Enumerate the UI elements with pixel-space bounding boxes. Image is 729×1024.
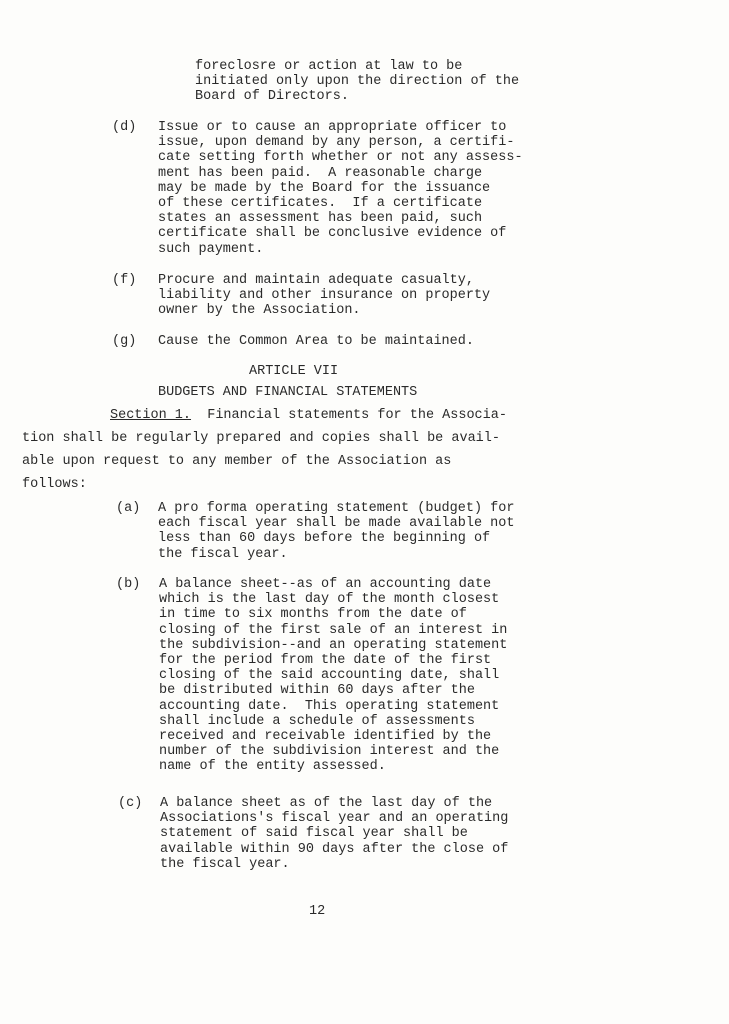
text-line: Issue or to cause an appropriate officer to: [158, 120, 507, 135]
text-line: accounting date. This operating statement: [159, 698, 500, 714]
article-heading: ARTICLE VII: [249, 364, 339, 379]
text-line: Board of Directors.: [195, 89, 349, 105]
text-line: Procure and maintain adequate casualty,: [158, 273, 474, 288]
text-line: number of the subdivision interest and the: [159, 744, 500, 760]
text-line: Financial statements for the Associa-: [191, 408, 507, 423]
text-line: certificate shall be conclusive evidence of: [158, 226, 507, 242]
item-marker-b: (b): [116, 577, 141, 592]
section-label: Section 1.: [110, 408, 192, 423]
text-line: be distributed within 60 days after the: [159, 683, 475, 699]
text-line: A pro forma operating statement (budget) for: [158, 501, 515, 516]
item-marker-c: (c): [118, 796, 143, 811]
text-line: A balance sheet--as of an accounting date: [159, 577, 492, 592]
text-line: cate setting forth whether or not any assess-: [158, 150, 523, 166]
text-line: received and receivable identified by the: [159, 729, 492, 745]
text-line: tion shall be regularly prepared and copies shall be avail-: [22, 431, 500, 446]
page-number: 12: [309, 904, 326, 919]
item-f-text: [158, 273, 490, 319]
item-marker-a: (a): [116, 501, 141, 516]
item-g-text: [158, 334, 474, 349]
text-line: able upon request to any member of the Association as: [22, 454, 452, 469]
text-line: the fiscal year.: [158, 546, 288, 562]
text-line: shall include a schedule of assessments: [159, 713, 475, 729]
text-line: Associations's fiscal year and an operating: [160, 811, 509, 827]
text-line: follows:: [22, 477, 87, 492]
text-line: less than 60 days before the beginning of: [158, 531, 491, 547]
item-marker-f: (f): [112, 273, 137, 288]
article-title: BUDGETS AND FINANCIAL STATEMENTS: [158, 385, 418, 400]
text-line: in time to six months from the date of: [159, 607, 467, 623]
text-line: each fiscal year shall be made available not: [158, 516, 515, 532]
text-line: statement of said fiscal year shall be: [160, 826, 468, 842]
text-line: owner by the Association.: [158, 303, 361, 319]
item-c-text: [160, 796, 508, 872]
text-line: such payment.: [158, 241, 264, 257]
text-line: issue, upon demand by any person, a certifi-: [158, 135, 515, 151]
continuation-paragraph: [195, 59, 519, 105]
item-marker-d: (d): [112, 120, 137, 135]
text-line: which is the last day of the month closest: [159, 592, 500, 608]
text-line: initiated only upon the direction of the: [195, 74, 520, 90]
item-a-text: [158, 501, 514, 562]
text-line: for the period from the date of the first: [159, 653, 492, 669]
text-line: name of the entity assessed.: [159, 759, 386, 775]
text-line: ment has been paid. A reasonable charge: [158, 165, 483, 181]
text-line: available within 90 days after the close of: [160, 841, 509, 857]
item-d-text: [158, 120, 523, 257]
text-line: states an assessment has been paid, such: [158, 211, 483, 227]
text-line: foreclosre or action at law to be: [195, 59, 463, 74]
text-line: closing of the said accounting date, shall: [159, 668, 500, 684]
item-marker-g: (g): [112, 334, 137, 349]
text-line: the subdivision--and an operating statement: [159, 637, 508, 653]
text-line: the fiscal year.: [160, 856, 290, 872]
text-line: closing of the first sale of an interest in: [159, 622, 508, 638]
text-line: liability and other insurance on property: [158, 288, 491, 304]
item-b-text: [159, 577, 507, 775]
text-line: Cause the Common Area to be maintained.: [158, 334, 474, 349]
text-line: of these certificates. If a certificate: [158, 196, 483, 212]
section-1-paragraph: [22, 404, 507, 496]
text-line: A balance sheet as of the last day of the: [160, 796, 493, 811]
text-line: may be made by the Board for the issuance: [158, 180, 491, 196]
